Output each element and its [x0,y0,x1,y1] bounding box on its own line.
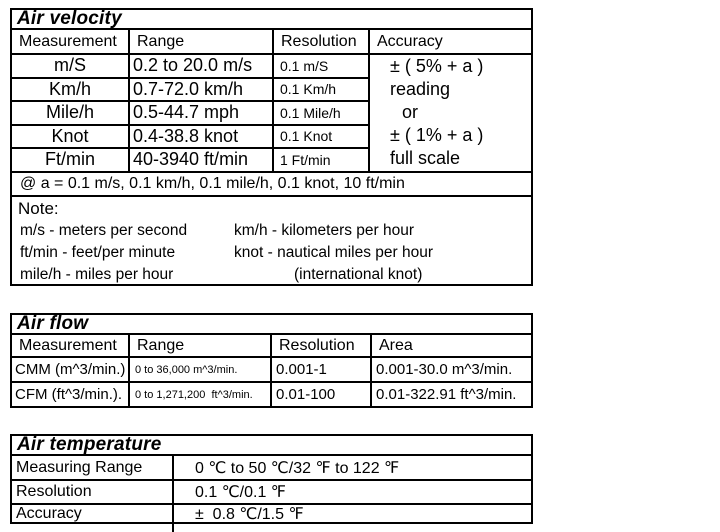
note-definition: (international knot) [294,265,423,283]
note-definition: m/s - meters per second [20,221,188,239]
air-temperature-title: Air temperature [12,436,531,454]
air-flow-title: Air flow [12,315,531,333]
table-cell: 0 to 36,000 m^3/min. [130,358,270,381]
row-value: 0.1 ℃/0.1 ℉ [174,481,531,503]
column-header-resolution: Resolution [272,335,370,356]
note-section [12,197,531,285]
air-velocity-table [10,8,533,286]
column-header-measurement: Measurement [12,30,128,53]
row-label: Accuracy [12,505,172,522]
note-row [12,264,531,285]
note-row [12,220,531,242]
note-definition: ft/min - feet/per minute [20,243,176,261]
air-flow-table [10,313,533,408]
accuracy-line: full scale [390,148,461,169]
note-row [12,242,531,264]
row-value: 0 ℃ to 50 ℃/32 ℉ to 122 ℉ [174,456,531,479]
column-header-accuracy: Accuracy [370,30,531,53]
column-header-measurement: Measurement [12,335,128,356]
column-header-range: Range [130,30,272,53]
accuracy-line: or [402,102,419,123]
accuracy-line: ± ( 1% + a ) [390,125,484,146]
table-cell: 1 Ft/min [274,149,368,171]
note-definition: knot - nautical miles per hour [234,243,434,261]
accuracy-line: reading [390,79,451,100]
note-definition: mile/h - miles per hour [20,265,174,283]
table-cell: CFM (ft^3/min.). [12,383,128,406]
table-cell: 0.1 Knot [274,126,368,148]
note-title: Note: [18,198,59,218]
table-cell: 0.1 m/S [274,55,368,77]
accuracy-line: ± ( 5% + a ) [390,56,484,77]
table-cell: 0.4-38.8 knot [130,126,272,148]
note-definition: km/h - kilometers per hour [234,221,415,239]
table-cell: 0.2 to 20.0 m/s [130,55,272,77]
accuracy-merged-cell [370,55,531,171]
table-cell: CMM (m^3/min.) [12,358,128,381]
column-header-resolution: Resolution [274,30,368,53]
table-cell: 0.7-72.0 km/h [130,79,272,101]
column-header-range: Range [130,335,270,356]
table-cell: Km/h [12,79,128,101]
table-cell: 0 to 1,271,200 ft^3/min. [130,383,270,406]
table-cell: 0.1 Mile/h [274,102,368,124]
table-cell: Knot [12,126,128,148]
table-cell: 0.01-322.91 ft^3/min. [372,383,531,406]
table-cell: 0.1 Km/h [274,79,368,101]
table-cell: 0.001-1 [272,358,370,381]
accuracy-footnote: @ a = 0.1 m/s, 0.1 km/h, 0.1 mile/h, 0.1 knot, 10 ft/min [12,173,531,195]
column-header-area: Area [372,335,531,356]
table-cell: Mile/h [12,102,128,124]
row-value: ± 0.8 ℃/1.5 ℉ [174,505,531,522]
row-label: Resolution [12,481,172,503]
table-cell: 0.001-30.0 m^3/min. [372,358,531,381]
row-label: Measuring Range [12,456,172,479]
table-cell: 0.01-100 [272,383,370,406]
table-cell: 0.5-44.7 mph [130,102,272,124]
table-cell: m/S [12,55,128,77]
table-divider-continuation [172,524,174,532]
table-cell: 40-3940 ft/min [130,149,272,171]
air-temperature-table [10,434,533,524]
air-velocity-title: Air velocity [12,10,531,28]
table-cell: Ft/min [12,149,128,171]
